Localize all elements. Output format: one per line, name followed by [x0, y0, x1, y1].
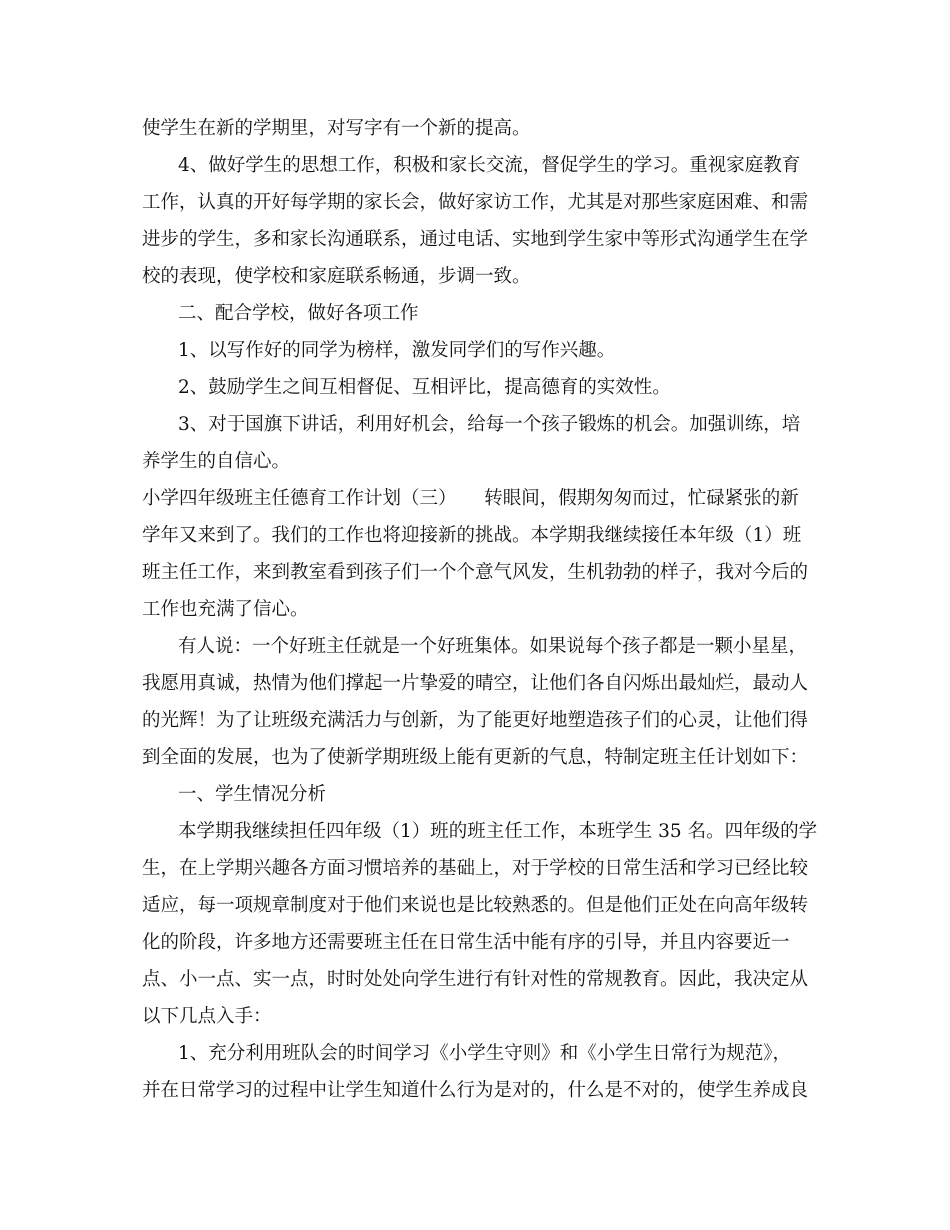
text-line: 小学四年级班主任德育工作计划（三） 转眼间，假期匆匆而过，忙碌紧张的新: [142, 488, 799, 509]
text-line: 2、鼓励学生之间互相督促、互相评比，提高德育的实效性。: [178, 377, 671, 398]
text-line: 1、以写作好的同学为榜样，激发同学们的写作兴趣。: [178, 340, 616, 361]
text-line: 并在日常学习的过程中让学生知道什么行为是对的，什么是不对的，使学生养成良: [142, 1080, 809, 1101]
text-line: 有人说：一个好班主任就是一个好班集体。如果说每个孩子都是一颗小星星，: [178, 636, 808, 657]
text-line: 工作，认真的开好每学期的家长会，做好家访工作，尤其是对那些家庭困难、和需: [142, 192, 809, 213]
text-line: 养学生的自信心。: [142, 451, 291, 472]
section-heading: 一、学生情况分析: [178, 784, 327, 805]
text-line: 3、对于国旗下讲话，利用好机会，给每一个孩子锻炼的机会。加强训练，培: [178, 414, 801, 435]
text-line: 的光辉！为了让班级充满活力与创新，为了能更好地塑造孩子们的心灵，让他们得: [142, 710, 809, 731]
text-line: 4、做好学生的思想工作，积极和家长交流，督促学生的学习。重视家庭教育: [178, 155, 801, 176]
text-line: 化的阶段，许多地方还需要班主任在日常生活中能有序的引导，并且内容要近一: [142, 932, 790, 953]
text-line: 班主任工作，来到教室看到孩子们一个个意气风发，生机勃勃的样子，我对今后的: [142, 562, 809, 583]
text-line: 生，在上学期兴趣各方面习惯培养的基础上，对于学校的日常生活和学习已经比较: [142, 858, 809, 879]
text-line: 以下几点入手：: [142, 1006, 272, 1027]
text-line: 校的表现，使学校和家庭联系畅通，步调一致。: [142, 266, 531, 287]
text-line: 使学生在新的学期里，对写字有一个新的提高。: [142, 118, 531, 139]
text-line: 我愿用真诚，热情为他们撑起一片挚爱的晴空，让他们各自闪烁出最灿烂，最动人: [142, 673, 809, 694]
text-line: 点、小一点、实一点，时时处处向学生进行有针对性的常规教育。因此，我决定从: [142, 969, 809, 990]
text-line: 到全面的发展，也为了使新学期班级上能有更新的气息，特制定班主任计划如下：: [142, 747, 809, 768]
text-line: 本学期我继续担任四年级（1）班的班主任工作，本班学生 35 名。四年级的学: [178, 821, 818, 842]
text-line: 工作也充满了信心。: [142, 599, 309, 620]
text-line: 适应，每一项规章制度对于他们来说也是比较熟悉的。但是他们正处在向高年级转: [142, 895, 809, 916]
text-line: 1、充分利用班队会的时间学习《小学生守则》和《小学生日常行为规范》，: [178, 1043, 792, 1064]
text-line: 进步的学生，多和家长沟通联系，通过电话、实地到学生家中等形式沟通学生在学: [142, 229, 809, 250]
text-line: 学年又来到了。我们的工作也将迎接新的挑战。本学期我继续接任本年级（1）班: [142, 525, 802, 546]
section-heading: 二、配合学校，做好各项工作: [178, 303, 419, 324]
